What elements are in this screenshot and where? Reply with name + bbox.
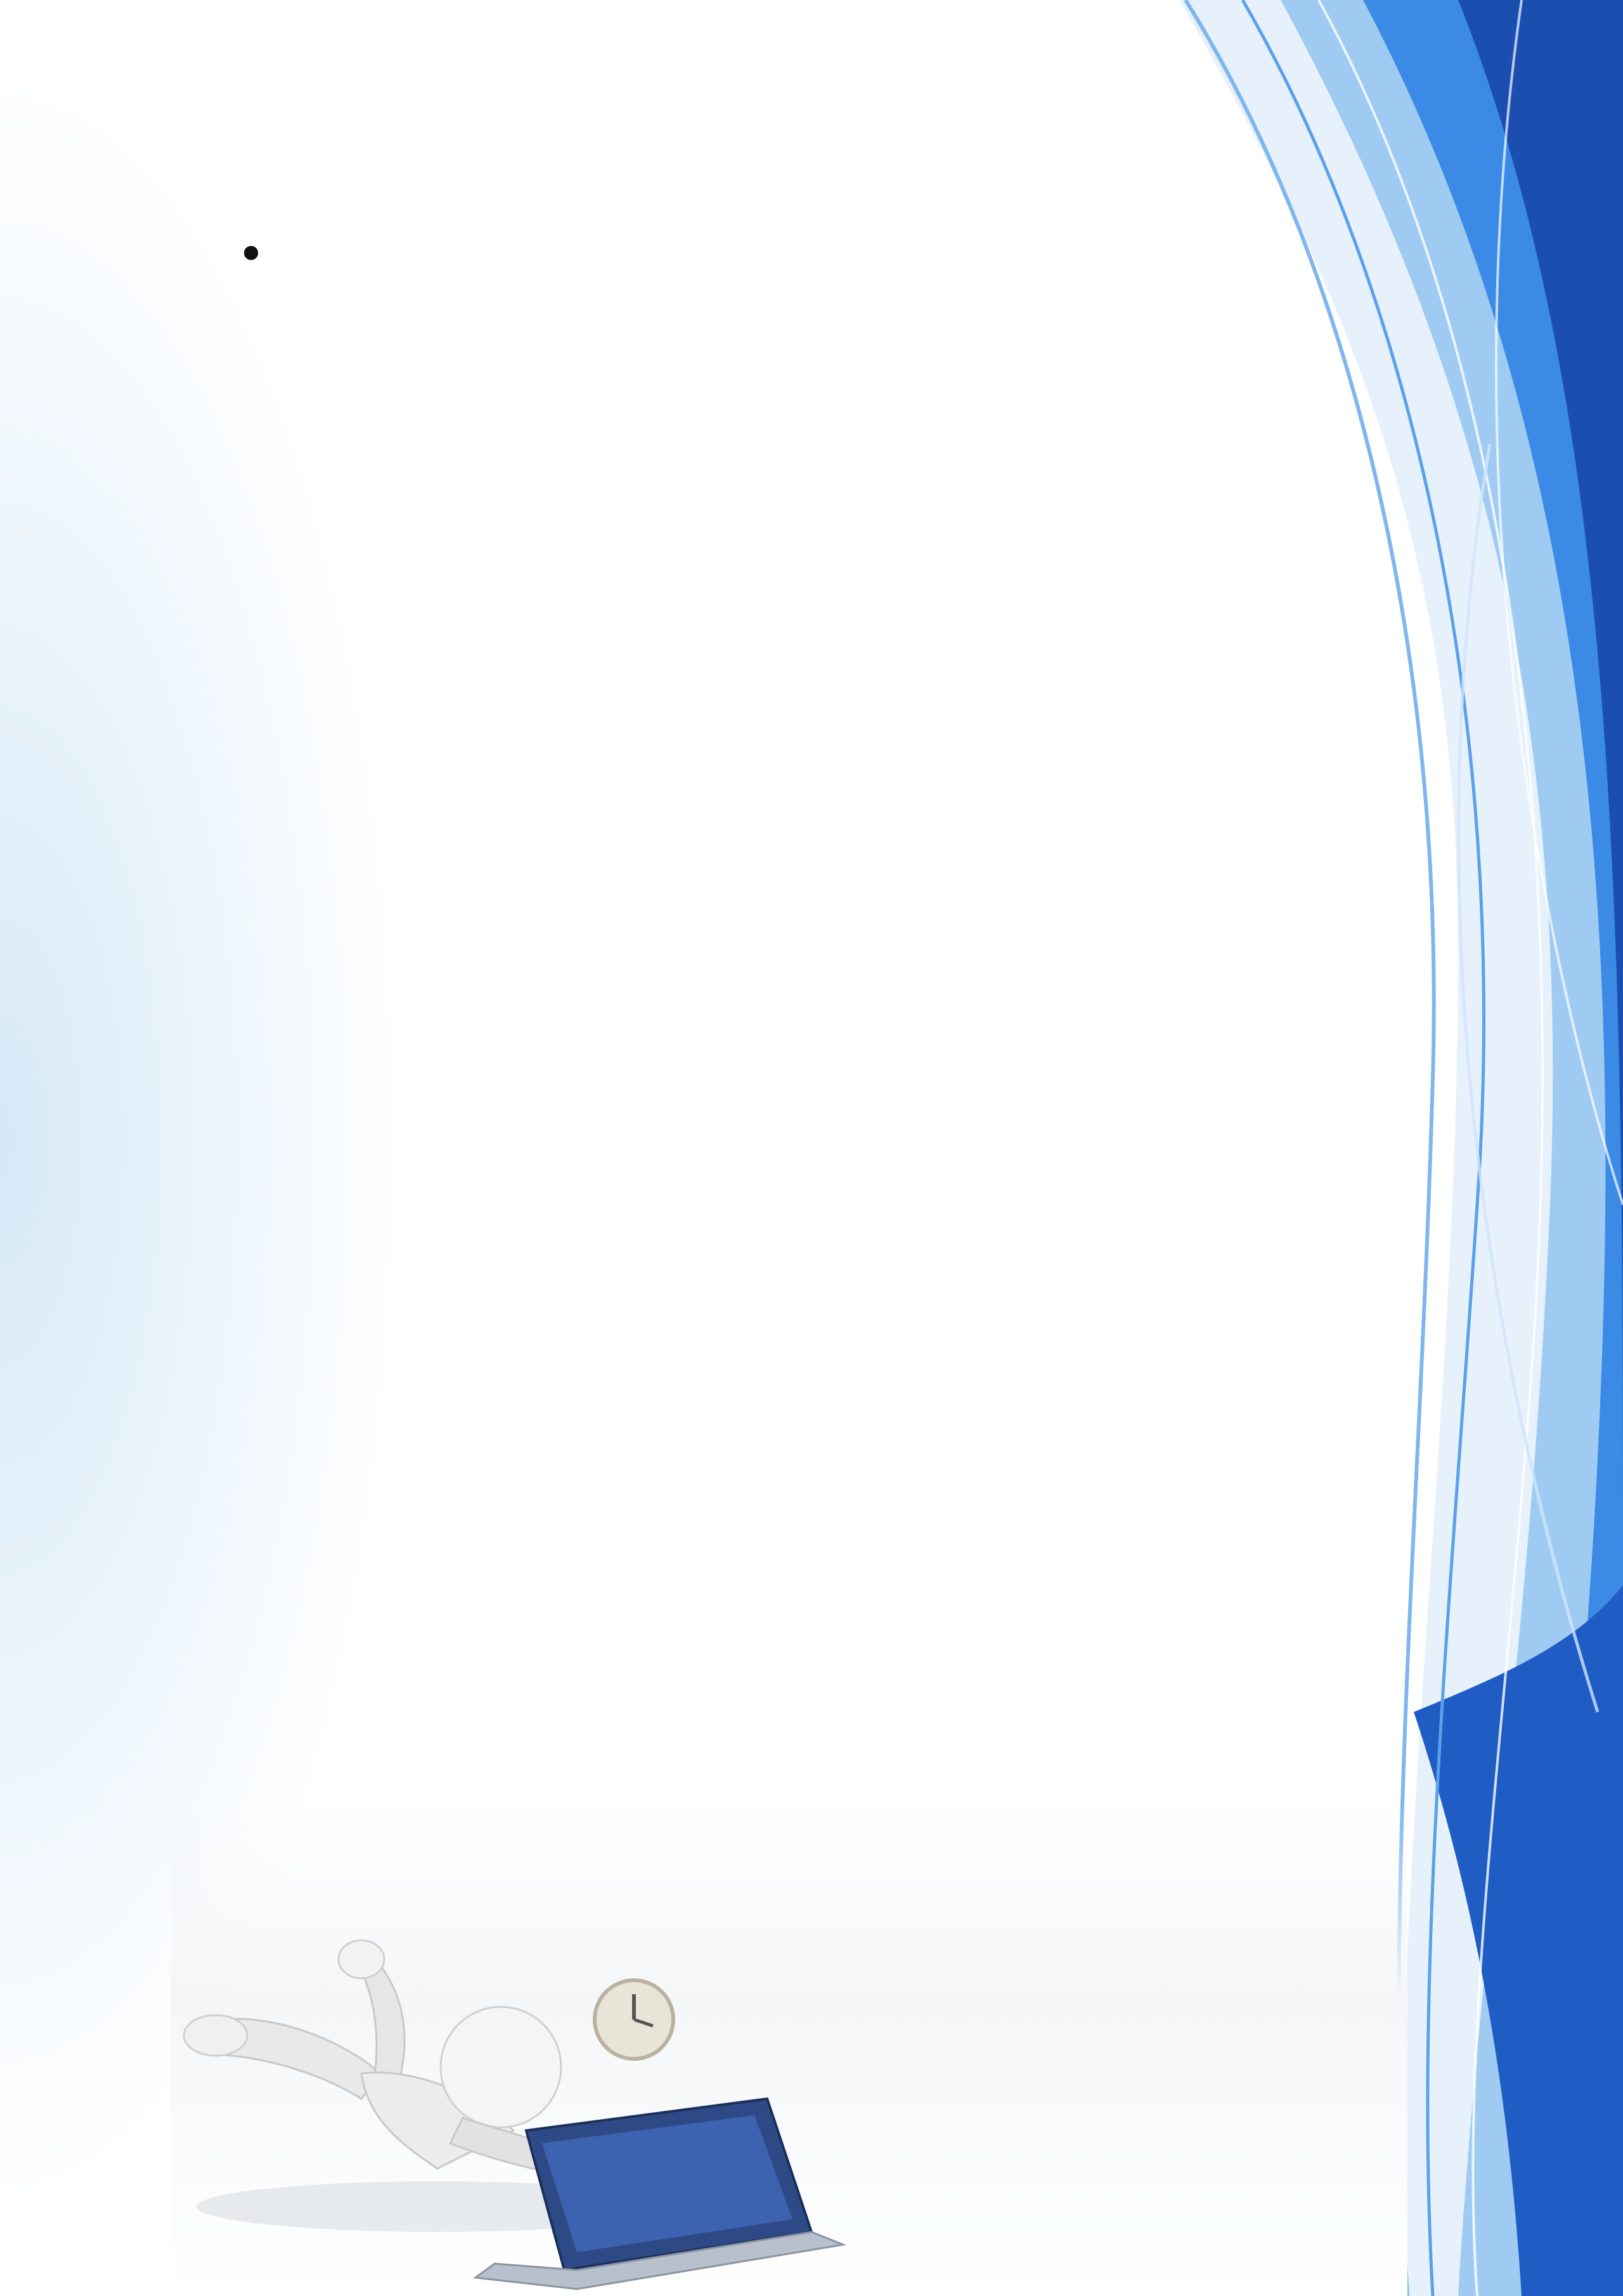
illustration-graphic (171, 1801, 1407, 2296)
online-illustration (171, 1801, 1407, 2296)
clock-icon (595, 1980, 673, 2059)
document-body (197, 197, 1433, 224)
person-with-laptop-icon (184, 1940, 843, 2289)
